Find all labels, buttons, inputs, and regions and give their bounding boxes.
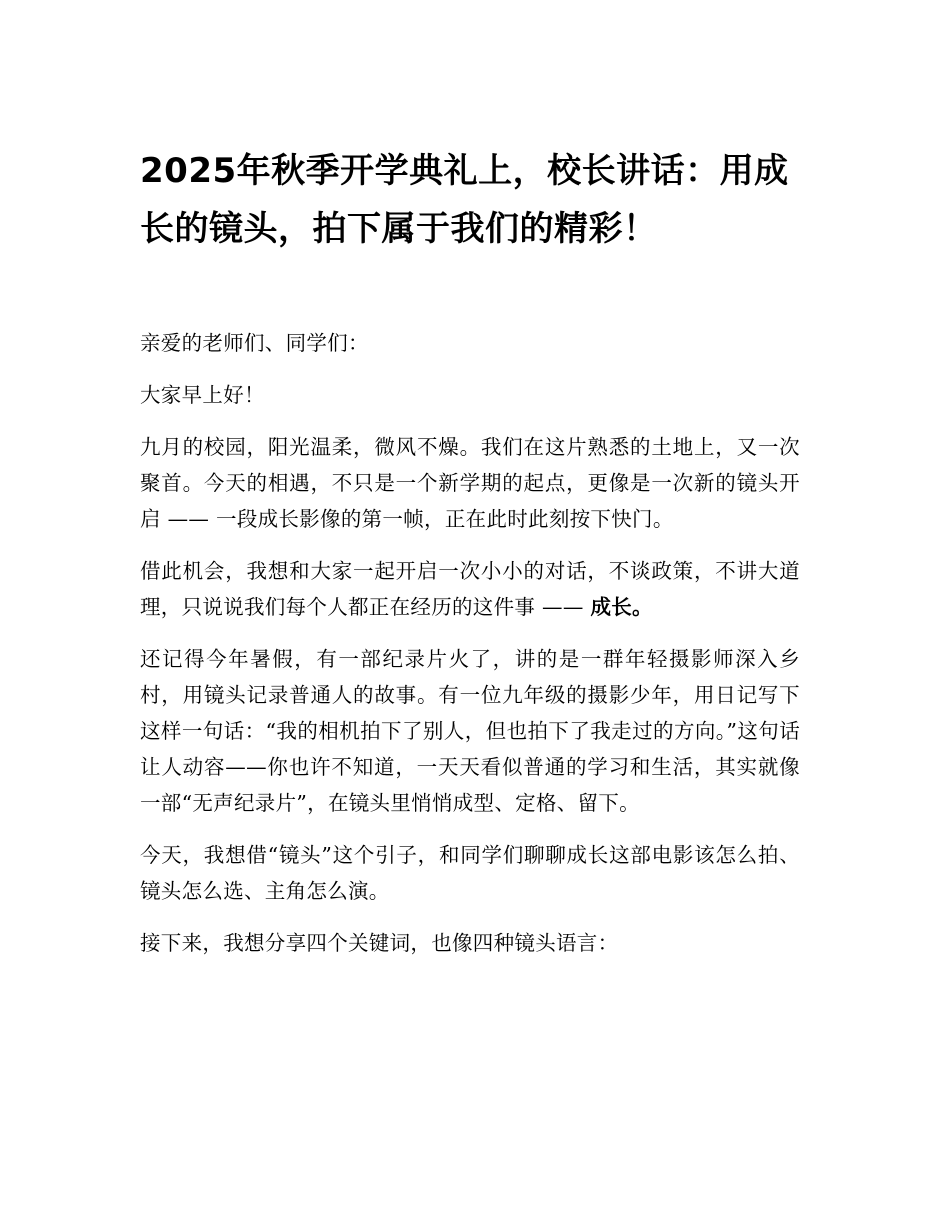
paragraph-text: 借此机会，我想和大家一起开启一次小小的对话，不谈政策，不讲大道理，只说说我们每个人都正在经历的这件事 —— [140,559,800,619]
document-body [140,325,800,977]
paragraph-text: 大家早上好！ [140,383,265,407]
paragraph-text: 亲爱的老师们、同学们： [140,331,369,355]
paragraph-documentary [140,641,800,821]
paragraph-keywords [140,925,800,961]
paragraph-september [140,429,800,537]
paragraph-text: 还记得今年暑假，有一部纪录片火了，讲的是一群年轻摄影师深入乡村，用镜头记录普通人的故事。有一位九年级的摄影少年，用日记写下这样一句话：“我的相机拍下了别人，但也拍下了我走过的方向。”这句话让人动容——你也许不知道，一天天看似普通的学习和生活，其实就像一部“无声纪录片”，在镜头里悄悄成型、定格、留下。 [140,647,800,815]
paragraph-lens [140,837,800,909]
paragraph-text: 今天，我想借“镜头”这个引子，和同学们聊聊成长这部电影该怎么拍、镜头怎么选、主角怎么演。 [140,843,800,903]
document-title: 2025年秋季开学典礼上，校长讲话：用成长的镜头，拍下属于我们的精彩！ [140,151,789,249]
paragraph-dialogue [140,553,800,625]
paragraph-morning [140,377,800,413]
paragraph-text: 接下来，我想分享四个关键词，也像四种镜头语言： [140,931,619,955]
paragraph-greeting [140,325,800,361]
paragraph-bold-keyword: 成长。 [590,595,653,619]
paragraph-text: 九月的校园，阳光温柔，微风不燥。我们在这片熟悉的土地上，又一次聚首。今天的相遇，不只是一个新学期的起点，更像是一次新的镜头开启 —— 一段成长影像的第一帧，正在此时此刻按下快门。 [140,435,800,531]
